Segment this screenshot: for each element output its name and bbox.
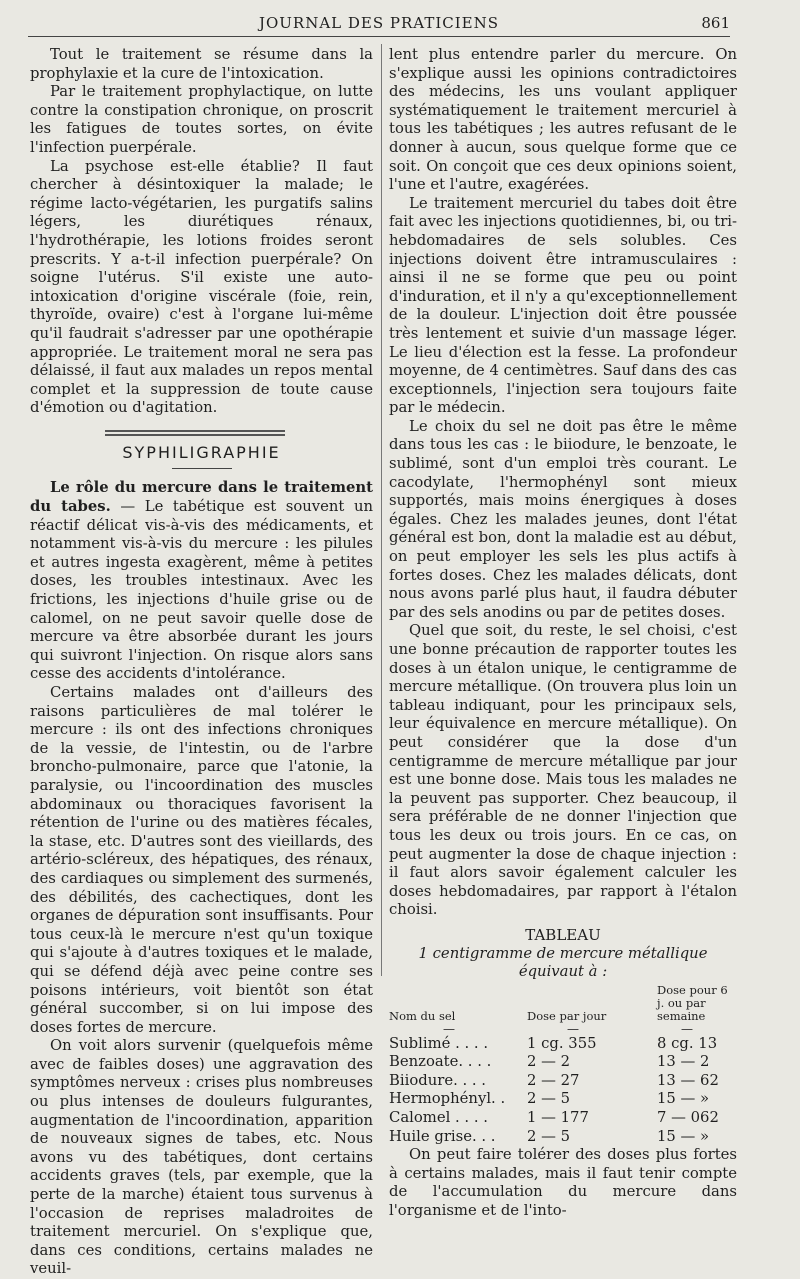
table-row [389,1128,737,1147]
section-title: SYPHILIGRAPHIE [122,442,281,462]
section-separator [105,430,285,436]
article-intro: — Le tabétique est souvent un réactif délicat vis-à-vis des médicaments, et notamment vis-à-vis du mercure : les pilules et autres ingesta exagèrent, même à petites doses, les troubles intestinaux. Avec les frictions, les injections d'huile grise ou de calomel, on ne peut savoir quelle dose de mercure va être absorbée durant les jours qui suivront l'injection. On risque alors sans cesse des accidents d'intolérance. [30,498,374,683]
paragraph: Par le traitement prophylactique, on lutte contre la constipation chronique, on proscrit les fatigues de toutes sortes, on évite l'infection puerpérale. [30,83,373,156]
paragraph: Le traitement mercuriel du tabes doit être fait avec les injections quotidiennes, bi, ou tri-hebdomadaires de sels solubles. Ces injections doivent être intramusculaires : ainsi il ne se forme que peu ou point d'induration, et il n'y a qu'exceptionnellement de la douleur. L'injection doit être poussée très lentement et suivie d'un massage léger. Le lieu d'élection est la fesse. La profondeur moyenne, de 4 centimètres. Sauf dans des cas exceptionnels, l'injection sera toujours faite par le médecin. [389,194,737,417]
section-rule [172,468,232,469]
table-row [389,1090,737,1109]
table-cell: 2 — 5 [527,1127,571,1145]
table-header: Dose pour 6 j. ou par semaine [657,982,728,1023]
page-header [28,10,730,37]
table-cell: Benzoate. . . . [389,1053,492,1071]
table-cell: 13 — 62 [657,1071,719,1089]
paragraph: On peut faire tolérer des doses plus fortes à certains malades, mais il faut tenir compte de l'accumulation du mercure dans l'organisme et de l'into- [389,1146,737,1220]
table-dash-row [389,1023,737,1035]
table-cell: 13 — 2 [657,1053,710,1071]
table-cell: Calomel . . . . [389,1109,488,1127]
table-cell: 8 cg. 13 [657,1034,718,1052]
table-cell: 1 cg. 355 [527,1034,597,1052]
journal-title: JOURNAL DES PRATICIENS [258,14,500,32]
table-cell: Sublimé . . . . [389,1034,489,1052]
table-cell: 2 — 2 [527,1053,571,1071]
table-header-row [389,984,737,1023]
table-cell: 15 — » [657,1127,710,1145]
column-divider [381,44,382,976]
table-cell: Hermophényl. . [389,1090,506,1108]
table-cell: Biiodure. . . . [389,1071,487,1089]
right-column [389,46,737,1221]
table-cell: Huile grise. . . [389,1127,496,1145]
table-cell: 15 — » [657,1090,710,1108]
table-subtitle: 1 centigramme de mercure métallique équivaut à : [418,944,708,981]
paragraph: La psychose est-elle établie? Il faut chercher à désintoxiquer la malade; le régime lacto-végétarien, les purgatifs salins légers, les diurétiques rénaux, l'hydrothérapie, les lotions froides seront prescrits. Y a-t-il infection puerpérale? On soigne l'utérus. S'il existe une auto-intoxication d'origine viscérale (foie, rein, thyroïde, ovaire) c'est à l'organe lui-même qu'il faudrait s'adresser par une opothérapie appropriée. Le traitement moral ne sera pas délaissé, il faut aux malades un repos mental complet et la suppression de toute cause d'émotion ou d'agitation. [30,157,373,417]
table-cell: 1 — 177 [527,1109,589,1127]
paragraph: Tout le traitement se résume dans la prophylaxie et la cure de l'intoxication. [30,46,373,82]
table-cell: 2 — 5 [527,1090,571,1108]
paragraph: lent plus entendre parler du mercure. On s'explique aussi les opinions contradictoires des médecins, les uns voulant appliquer systématiquement le traitement mercuriel à tous les tabétiques ; les autres refusant de le donner à aucun, sous quelque forme que ce soit. On conçoit que ces deux opinions soient, l'une et l'autre, exagérées. [389,46,737,194]
table-row [389,1072,737,1091]
dash: — [681,1021,693,1036]
paragraph: Quel que soit, du reste, le sel choisi, c'est une bonne précaution de rapporter toutes les doses à un étalon unique, le centigramme de mercure métallique. (On trouvera plus loin un tableau indiquant, pour les principaux sels, leur équivalence en mercure métallique). On peut considérer que la dose d'un centigramme de mercure métallique par jour est une bonne dose. Mais tous les malades ne la peuvent pas supporter. Chez beaucoup, il sera préférable de ne donner l'injection que tous les deux ou trois jours. En ce cas, on peut augmenter la dose de chaque injection : il faut alors savoir également calculer les doses hebdomadaires, par rapport à l'étalon choisi. [389,622,737,919]
dash: — [567,1021,579,1036]
table-row [389,1035,737,1054]
article-title: Le rôle du mercure dans le traitement du tabes. [30,479,373,516]
article-paragraph [30,479,373,684]
paragraph: Le choix du sel ne doit pas être le même dans tous les cas : le biiodure, le benzoate, le sublimé, sont d'un emploi très courant. Le cacodylate, l'hermophényl sont mieux supportés, mais moins énergiques à doses égales. Chez les malades jeunes, dont l'état général est bon, dont la maladie est au début, on peut employer les sels les plus actifs à fortes doses. Chez les malades délicats, dont nous avons parlé plus haut, il faudra débuter par des sels anodins ou par de petites doses. [389,417,737,621]
equivalence-table [389,984,737,1147]
left-column [30,46,373,1279]
table-cell: 7 — 062 [657,1109,719,1127]
table-cell: 2 — 27 [527,1071,580,1089]
table-title: TABLEAU [525,925,601,944]
table-row [389,1053,737,1072]
paragraph: Certains malades ont d'ailleurs des raisons particulières de mal tolérer le mercure : ils ont des infections chroniques de la vessie, de l'intestin, ou de l'arbre broncho-pulmonaire, parce que l'atonie, la paralysie, ou l'incoordination des muscles abdominaux ou thoraciques favorisent la rétention de l'urine ou des matières fécales, la stase, etc. D'autres sont des vieillards, des artério-scléreux, des hépatiques, des rénaux, des cardiaques ou simplement des surmenés, des débilités, des cachectiques, dont les organes de dépuration sont insuffisants. Pour tous ceux-là le mercure n'est qu'un toxique qui s'ajoute à d'autres toxiques et le malade, qui se défend déjà avec peine contre ses poisons intérieurs, voit bientôt son état général succomber, si on lui impose des doses fortes de mercure. [30,684,373,1036]
paragraph: On voit alors survenir (quelquefois même avec de faibles doses) une aggravation des symptômes nerveux : crises plus nombreuses ou plus intenses de douleurs fulgurantes, augmentation de l'incoordination, apparition de nouveaux signes de tabes, etc. Nous avons vu des tabétiques, dont certains accidents graves (tels, par exemple, que la perte de la marche) étaient tous survenus à l'occasion de reprises maladroites de traitement mercuriel. On s'explique que, dans ces conditions, certains malades ne veuil- [30,1037,373,1278]
table-header: Nom du sel [389,1008,456,1023]
page-number: 861 [701,14,730,32]
dash: — [443,1021,455,1036]
table-header: Dose par jour [527,1008,607,1023]
table-row [389,1109,737,1128]
